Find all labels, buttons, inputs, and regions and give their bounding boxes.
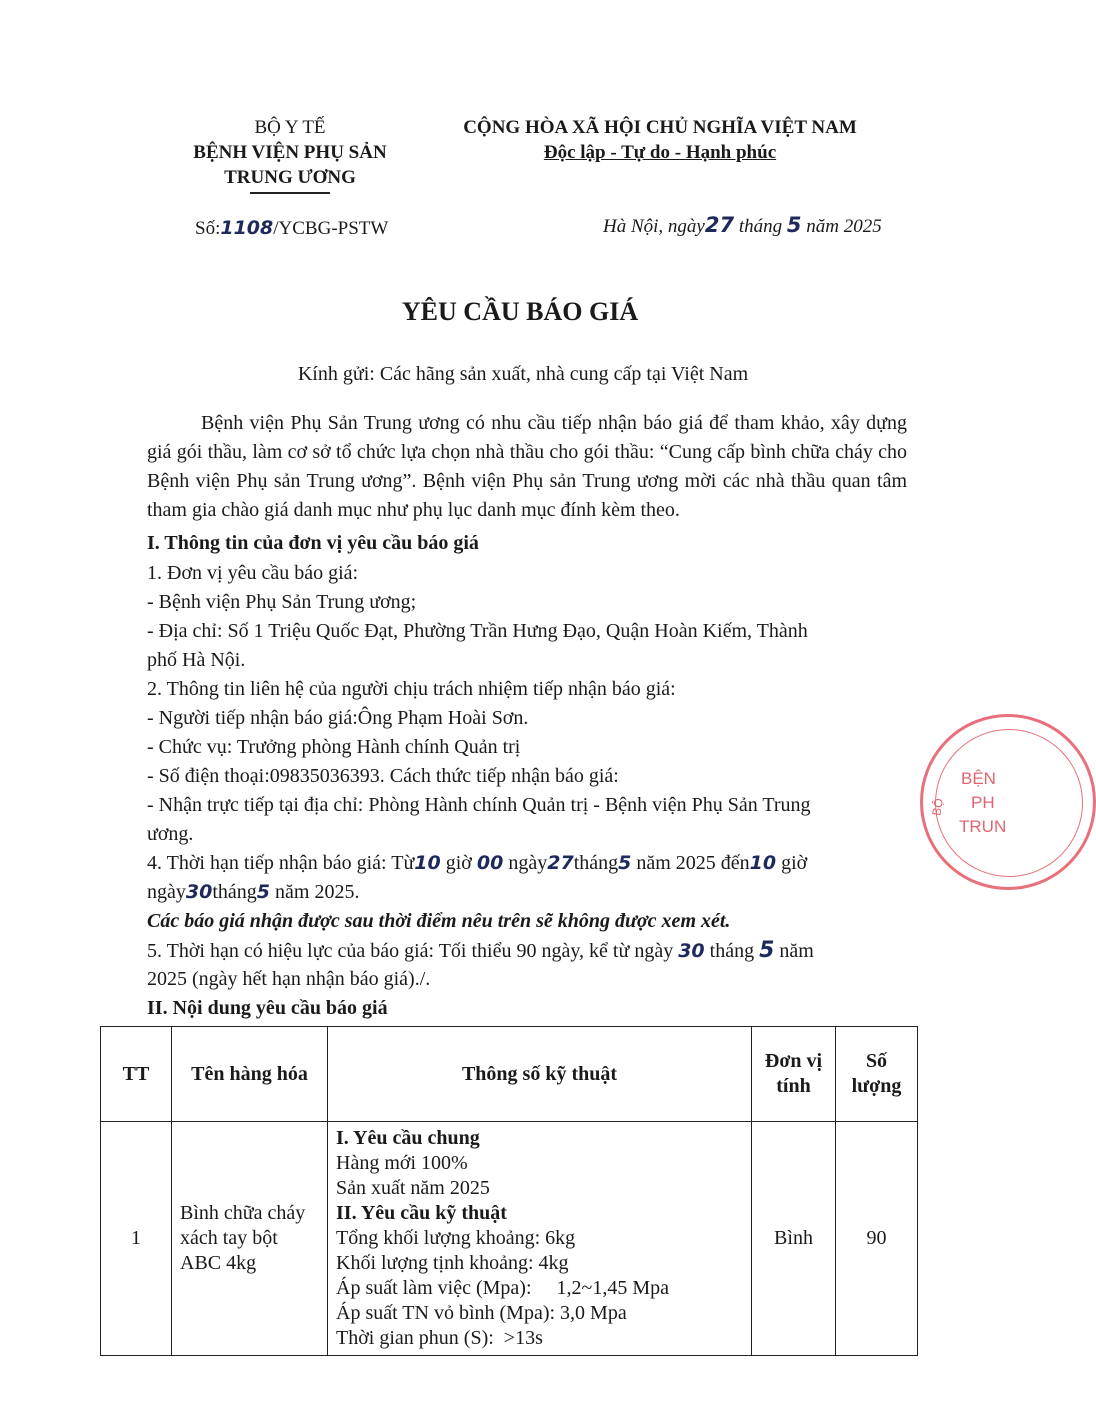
date-month-handwritten: 5: [786, 213, 802, 237]
row-item-name: [172, 1122, 328, 1356]
receipt-period-line1: [147, 849, 907, 878]
address-line1: - Địa chỉ: Số 1 Triệu Quốc Đạt, Phường Trần Hưng Đạo, Quận Hoàn Kiếm, Thành: [147, 620, 808, 642]
section2-heading: II. Nội dung yêu cầu báo giá: [147, 997, 388, 1019]
date-day-handwritten: 27: [704, 213, 735, 237]
spec-line: Khối lượng tịnh khoảng: 4kg: [336, 1252, 569, 1274]
receipt-period-text: giờ: [445, 852, 472, 874]
row-tt: 1: [101, 1122, 172, 1356]
hw-hour-start: 10: [414, 852, 441, 874]
direct-receipt-line1: - Nhận trực tiếp tại địa chỉ: Phòng Hành chính Quản trị - Bệnh viện Phụ Sản Trung: [147, 794, 811, 816]
hospital-name: BỆNH VIỆN PHỤ SẢN: [193, 142, 387, 163]
row-unit: Bình: [752, 1122, 836, 1356]
section1-heading: I. Thông tin của đơn vị yêu cầu báo giá: [147, 532, 479, 554]
section1-item2: 2. Thông tin liên hệ của người chịu trách nhiệm tiếp nhận báo giá:: [147, 678, 676, 700]
hw-minute-start: 00: [476, 852, 504, 874]
col-header-tt: TT: [101, 1027, 172, 1122]
receipt-period-text: tháng: [573, 852, 619, 874]
table-header-row: [101, 1027, 918, 1122]
spec-line: Áp suất TN vỏ bình (Mpa): 3,0 Mpa: [336, 1302, 627, 1324]
recipient-line: Kính gửi: Các hãng sản xuất, nhà cung cấp tại Việt Nam: [297, 363, 749, 385]
spec-line: Áp suất làm việc (Mpa): 1,2~1,45 Mpa: [336, 1277, 669, 1299]
stamp-text-1: BỆN: [961, 769, 996, 788]
agency-block: [160, 115, 420, 194]
national-header: [430, 115, 890, 165]
spec-line: Thời gian phun (S): >13s: [336, 1327, 543, 1349]
position-line: - Chức vụ: Trưởng phòng Hành chính Quản trị: [147, 736, 521, 758]
receipt-period-line2: [147, 878, 907, 907]
col-header-name: Tên hàng hóa: [172, 1027, 328, 1122]
receipt-period-text: năm 2025 đến: [636, 852, 750, 874]
col-header-unit: [752, 1027, 836, 1122]
date-month-label: tháng: [738, 216, 783, 237]
receipt-period-text: tháng: [212, 881, 257, 903]
section1-item1: 1. Đơn vị yêu cầu báo giá:: [147, 562, 359, 584]
reference-number: [195, 217, 388, 240]
phone-line: - Số điện thoại:09835036393. Cách thức tiếp nhận báo giá:: [147, 765, 619, 787]
col-header-unit-l2: tính: [776, 1075, 811, 1097]
hw-day-start: 27: [547, 852, 574, 874]
row-item-name-l1: Bình chữa cháy: [180, 1202, 306, 1224]
intro-text: Bệnh viện Phụ Sản Trung ương có nhu cầu tiếp nhận báo giá để tham khảo, xây dựng giá gói thầu, làm cơ sở tổ chức lựa chọn nhà thầu cho gói thầu: “Cung cấp bình chữa cháy cho Bệnh viện Phụ sản Trung ương”. Bệnh viện Phụ sản Trung ương mời các nhà thầu quan tâm tham gia chào giá danh mục như phụ lục danh mục đính kèm theo.: [147, 412, 907, 521]
date-prefix: Hà Nội, ngày: [603, 216, 705, 237]
hw-month-start: 5: [618, 852, 632, 874]
row-item-name-l3: ABC 4kg: [180, 1252, 257, 1274]
intro-paragraph: [147, 409, 907, 525]
receiver-line: - Người tiếp nhận báo giá:Ông Phạm Hoài Sơn.: [147, 707, 529, 729]
validity-text: năm: [779, 940, 814, 962]
national-motto: Độc lập - Tự do - Hạnh phúc: [543, 142, 777, 163]
hospital-name-2: TRUNG ƯƠNG: [224, 167, 356, 188]
hw-day-end: 30: [185, 881, 213, 903]
receipt-period-text: năm 2025.: [275, 881, 360, 903]
validity-text: 5. Thời hạn có hiệu lực của báo giá: Tối thiểu 90 ngày, kể từ ngày: [147, 940, 674, 962]
stamp-text-side: BỘ: [929, 797, 947, 817]
hw-month-end: 5: [256, 881, 271, 903]
ref-suffix: /YCBG-PSTW: [273, 218, 389, 239]
table-row: [101, 1122, 918, 1356]
spec-line: Hàng mới 100%: [336, 1152, 468, 1174]
late-quote-warning: Các báo giá nhận được sau thời điểm nêu trên sẽ không được xem xét.: [147, 910, 731, 932]
stamp-text-2: PH: [971, 793, 995, 812]
ministry-name: BỘ Y TẾ: [254, 117, 326, 138]
address-line2: phố Hà Nội.: [147, 649, 246, 671]
receipt-period-text: ngày: [508, 852, 548, 874]
unit-name: - Bệnh viện Phụ Sản Trung ương;: [147, 591, 417, 613]
direct-receipt-line2: ương.: [147, 823, 194, 845]
spec-heading-general: I. Yêu cầu chung: [336, 1127, 480, 1149]
stamp-inner-ring: [935, 729, 1083, 877]
validity-text: tháng: [709, 940, 755, 962]
national-title: CỘNG HÒA XÃ HỘI CHỦ NGHĨA VIỆT NAM: [463, 117, 857, 138]
col-header-qty: [836, 1027, 918, 1122]
col-header-qty-l2: lượng: [851, 1075, 902, 1097]
hw-validity-day: 30: [678, 940, 705, 962]
ref-prefix: Số:: [195, 218, 221, 239]
receipt-period-text: ngày: [147, 881, 186, 903]
date-line: [603, 213, 882, 238]
receipt-period-text: giờ: [781, 852, 808, 874]
col-header-spec: Thông số kỹ thuật: [328, 1027, 752, 1122]
spec-line: Sản xuất năm 2025: [336, 1177, 490, 1199]
hw-validity-month: 5: [759, 938, 775, 963]
document-title: YÊU CẦU BÁO GIÁ: [401, 297, 639, 326]
row-quantity: 90: [836, 1122, 918, 1356]
date-year: năm 2025: [806, 216, 882, 237]
official-stamp: [920, 714, 1096, 890]
stamp-text-3: TRUN: [959, 817, 1007, 836]
row-item-name-l2: xách tay bột: [180, 1227, 278, 1249]
header-left-rule: [250, 192, 330, 194]
spec-line: Tổng khối lượng khoảng: 6kg: [336, 1227, 576, 1249]
hw-hour-end: 10: [749, 852, 777, 874]
ref-number-handwritten: 1108: [220, 217, 274, 239]
col-header-unit-l1: Đơn vị: [764, 1050, 823, 1072]
col-header-qty-l1: Số: [865, 1050, 888, 1072]
spec-heading-technical: II. Yêu cầu kỹ thuật: [336, 1202, 507, 1224]
receipt-period-text: 4. Thời hạn tiếp nhận báo giá: Từ: [147, 852, 415, 874]
row-spec: [328, 1122, 752, 1356]
validity-line2: 2025 (ngày hết hạn nhận báo giá)./.: [147, 968, 431, 990]
items-table: [100, 1026, 918, 1356]
validity-line1: [147, 936, 907, 966]
